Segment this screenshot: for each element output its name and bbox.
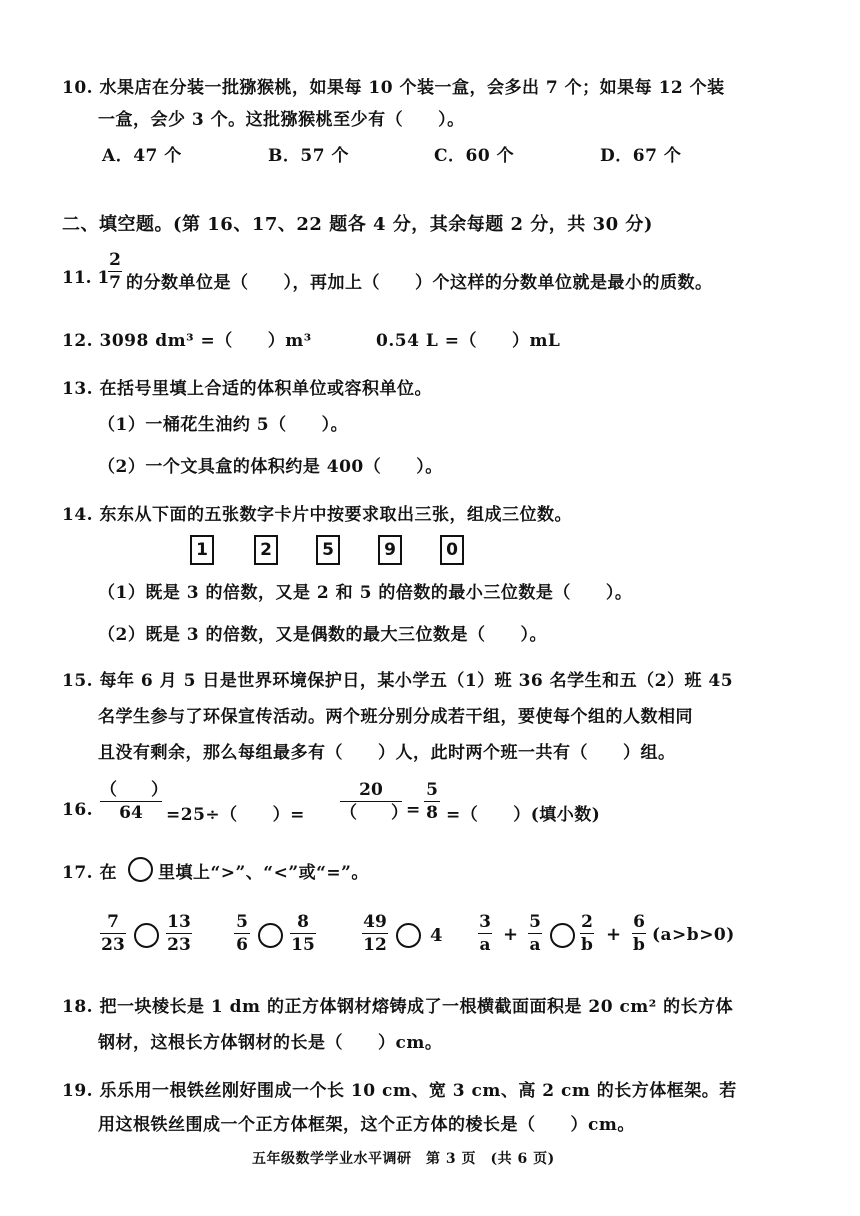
q19-line2: 用这根铁丝围成一个正方体框架，这个正方体的棱长是（ ）cm。 (98, 1115, 635, 1135)
digit-card-1: 1 (190, 535, 214, 565)
q17-c4-a-den: a (479, 935, 491, 955)
q16-f3-denominator: 8 (426, 803, 438, 823)
q17-stem-circle (128, 857, 153, 882)
q17-c3-left (362, 912, 388, 955)
q13-sub2: （2）一个文具盒的体积约是 400（ ）。 (98, 457, 443, 477)
q16-equals: = (406, 800, 421, 820)
q17-c1-right (166, 912, 192, 955)
q14-sub1: （1）既是 3 的倍数，又是 2 和 5 的倍数的最小三位数是（ ）。 (98, 583, 633, 603)
q14-sub2: （2）既是 3 的倍数，又是偶数的最大三位数是（ ）。 (98, 625, 547, 645)
q17-compare-circle-4[interactable] (550, 923, 575, 948)
q17-c2-right-num: 8 (297, 912, 309, 932)
q17-c1-left (100, 912, 126, 955)
q16-f2-denominator: （ ） (340, 803, 408, 823)
q10-line1: 10. 水果店在分装一批猕猴桃，如果每 10 个装一盒，会多出 7 个；如果每 12 个装 (62, 78, 725, 98)
q11-denominator: 7 (109, 273, 121, 293)
q15-line3: 且没有剩余，那么每组最多有（ ）人，此时两个班一共有（ ）组。 (98, 743, 676, 763)
q17-post: 里填上“>”、“<”或“=”。 (158, 863, 369, 883)
q19-line1: 19. 乐乐用一根铁丝刚好围成一个长 10 cm、宽 3 cm、高 2 cm 的长方体框架。若 (62, 1081, 737, 1101)
q17-c1-right-num: 13 (167, 912, 191, 932)
q17-compare-circle-1[interactable] (134, 923, 159, 948)
q17-c2-right (290, 912, 316, 955)
q17-c4-d (632, 912, 646, 955)
q17-c4-condition: (a>b>0) (652, 925, 735, 945)
q17-pre: 17. 在 (62, 863, 117, 883)
q17-c4-a-num: 3 (479, 912, 491, 932)
digit-card-5: 5 (316, 535, 340, 565)
q17-c4-c (580, 912, 594, 955)
q11-fraction (108, 250, 122, 293)
q11-numerator: 2 (109, 250, 121, 270)
q10-option-d: D．67 个 (600, 146, 682, 166)
q16-f1-denominator: 64 (119, 803, 143, 823)
q16-fraction-3 (424, 780, 440, 823)
q16-tail: =（ ）(填小数) (446, 805, 601, 825)
q17-c3-right: 4 (430, 925, 443, 946)
q16-f3-numerator: 5 (426, 780, 438, 800)
q17-c3-left-den: 12 (363, 935, 387, 955)
q16-fraction-2 (340, 780, 408, 823)
q17-c4-plus-2: + (606, 924, 622, 945)
q17-c4-c-den: b (581, 935, 593, 955)
q15-line1: 15. 每年 6 月 5 日是世界环境保护日，某小学五（1）班 36 名学生和五（2）班 45 (62, 671, 734, 691)
q11-text: 的分数单位是（ ），再加上（ ）个这样的分数单位就是最小的质数。 (126, 273, 713, 293)
q17-c2-right-den: 15 (291, 935, 315, 955)
q10-option-a: A．47 个 (102, 146, 182, 166)
q11-number: 11. 1 (62, 268, 110, 288)
digit-card-2: 2 (254, 535, 278, 565)
q16-number: 16. (62, 800, 94, 820)
q16-middle: =25÷（ ）= (166, 805, 305, 825)
q12-part2: 0.54 L =（ ）mL (376, 331, 561, 351)
section2-title: 二、填空题。(第 16、17、22 题各 4 分，其余每题 2 分，共 30 分) (62, 214, 653, 235)
q13-stem: 13. 在括号里填上合适的体积单位或容积单位。 (62, 379, 432, 399)
q14-stem: 14. 东东从下面的五张数字卡片中按要求取出三张，组成三位数。 (62, 505, 572, 525)
q17-compare-circle-2[interactable] (258, 923, 283, 948)
q10-option-b: B．57 个 (268, 146, 349, 166)
q17-c4-plus-1: + (503, 924, 519, 945)
q16-f2-numerator: 20 (359, 780, 383, 800)
q17-compare-circle-3[interactable] (396, 923, 421, 948)
q17-c4-d-den: b (633, 935, 645, 955)
digit-card-9: 9 (378, 535, 402, 565)
page-footer: 五年级数学学业水平调研 第 3 页 (共 6 页) (252, 1151, 555, 1167)
q18-line1: 18. 把一块棱长是 1 dm 的正方体钢材熔铸成了一根横截面面积是 20 cm² 的长方体 (62, 997, 734, 1017)
q16-fraction-1 (100, 780, 168, 823)
q17-c2-left (234, 912, 250, 955)
q17-c4-d-num: 6 (633, 912, 645, 932)
q17-c4-b (528, 912, 542, 955)
q12-part1: 12. 3098 dm³ =（ ）m³ (62, 331, 312, 351)
q17-c2-left-den: 6 (236, 935, 248, 955)
q10-option-c: C．60 个 (434, 146, 515, 166)
q17-c1-left-num: 7 (107, 912, 119, 932)
q17-c1-left-den: 23 (101, 935, 125, 955)
q10-line2: 一盒，会少 3 个。这批猕猴桃至少有（ ）。 (98, 110, 465, 130)
q17-c4-c-num: 2 (581, 912, 593, 932)
q16-f1-numerator: （ ） (100, 780, 168, 800)
q17-c1-right-den: 23 (167, 935, 191, 955)
digit-card-0: 0 (440, 535, 464, 565)
q15-line2: 名学生参与了环保宣传活动。两个班分别分成若干组，要使每个组的人数相同 (98, 707, 693, 727)
q17-c2-left-num: 5 (236, 912, 248, 932)
q18-line2: 钢材，这根长方体钢材的长是（ ）cm。 (98, 1033, 443, 1053)
q17-c4-b-num: 5 (529, 912, 541, 932)
q17-c4-a (478, 912, 492, 955)
q17-c4-b-den: a (529, 935, 541, 955)
q13-sub1: （1）一桶花生油约 5（ ）。 (98, 415, 349, 435)
q17-c3-left-num: 49 (363, 912, 387, 932)
